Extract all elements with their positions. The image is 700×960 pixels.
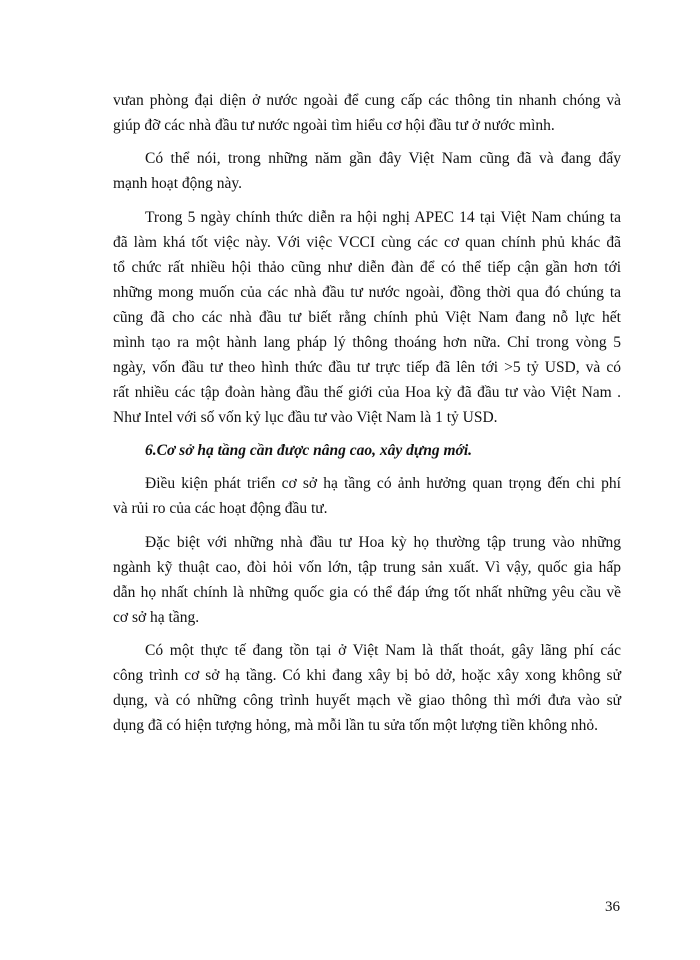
paragraph-line: Như Intel với số vốn kỷ lục đầu tư vào Việt Nam là 1 tỷ USD. bbox=[113, 409, 498, 426]
paragraph-line: Điều kiện phát triển cơ sở hạ tầng có ảnh hưởng quan trọng đến chi phí bbox=[145, 475, 621, 492]
paragraph-line: dụng, và có những công trình huyết mạch về giao thông thì mới đưa vào sử bbox=[113, 692, 621, 709]
paragraph-line: Có thể nói, trong những năm gần đây Việt Nam cũng đã và đang đẩy bbox=[145, 150, 621, 167]
paragraph-line: Có một thực tế đang tồn tại ở Việt Nam là thất thoát, gây lãng phí các bbox=[145, 642, 621, 659]
paragraph-line: những mong muốn của các nhà đầu tư nước ngoài, đồng thời qua đó chúng ta bbox=[113, 284, 621, 301]
paragraph-line: ngày, vốn đầu tư theo hình thức đầu tư trực tiếp đã lên tới >5 tỷ USD, và có bbox=[113, 359, 621, 376]
paragraph-line: công trình cơ sở hạ tầng. Có khi đang xây bị bỏ dở, hoặc xây xong không sử bbox=[113, 667, 621, 684]
paragraph-line: đã làm khá tốt việc này. Với việc VCCI cùng các cơ quan chính phủ khác đã bbox=[113, 234, 621, 251]
paragraph-line: Đặc biệt với những nhà đầu tư Hoa kỳ họ thường tập trung vào những bbox=[145, 534, 621, 551]
paragraph-line: dẫn họ nhất chính là những quốc gia có thể đáp ứng tốt nhất những yêu cầu về bbox=[113, 584, 621, 601]
paragraph-line: tổ chức rất nhiều hội thảo cũng như diễn đàn để có thể tiếp cận gần hơn tới bbox=[113, 259, 621, 276]
paragraph-line: giúp đỡ các nhà đầu tư nước ngoài tìm hiểu cơ hội đầu tư ở nước mình. bbox=[113, 117, 555, 134]
paragraph-line: mình tạo ra một hành lang pháp lý thông thoáng hơn nữa. Chỉ trong vòng 5 bbox=[113, 334, 621, 351]
paragraph-line: và rủi ro của các hoạt động đầu tư. bbox=[113, 500, 328, 517]
paragraph-line: cơ sở hạ tầng. bbox=[113, 609, 200, 626]
paragraph-line: mạnh hoạt động này. bbox=[113, 175, 242, 192]
paragraph-line: dụng đã có hiện tượng hỏng, mà mỗi lần tu sửa tốn một lượng tiền không nhỏ. bbox=[113, 717, 599, 734]
page-number: 36 bbox=[605, 899, 620, 915]
paragraph-line: vưan phòng đại diện ở nước ngoài để cung cấp các thông tin nhanh chóng và bbox=[113, 92, 621, 109]
paragraph-line: ngành kỹ thuật cao, đòi hỏi vốn lớn, tập trung sản xuất. Vì vậy, quốc gia hấp bbox=[113, 559, 621, 576]
paragraph-line: Trong 5 ngày chính thức diễn ra hội nghị APEC 14 tại Việt Nam chúng ta bbox=[145, 209, 621, 226]
section-heading: 6.Cơ sở hạ tầng cần được nâng cao, xây dựng mới. bbox=[145, 442, 472, 459]
paragraph-line: rất nhiều các tập đoàn hàng đầu thế giới của Hoa kỳ đã đầu tư vào Việt Nam . bbox=[113, 384, 621, 401]
paragraph-line: cũng đã cho các nhà đầu tư biết rằng chính phủ Việt Nam đang nỗ lực hết bbox=[113, 309, 621, 326]
